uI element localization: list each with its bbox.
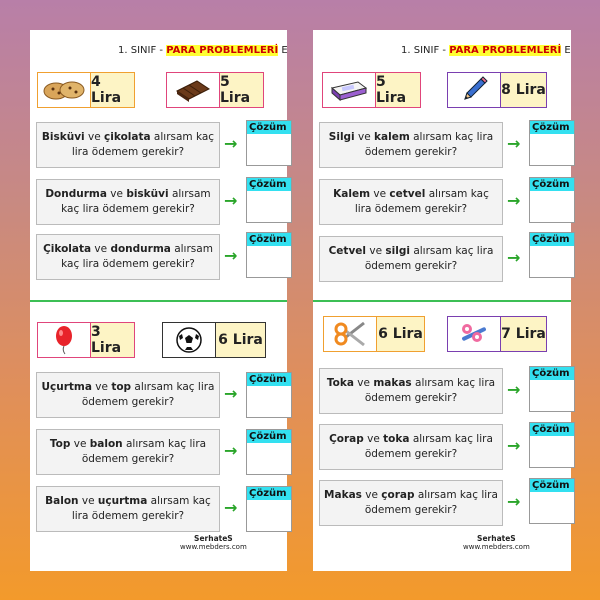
footer: SerhateS www.mebders.com: [463, 534, 530, 551]
balloon-icon: [38, 323, 91, 357]
price-label: 3 Lira: [91, 323, 134, 357]
question-box: Makas ve çorap alırsam kaç lira ödemem gerekir?: [319, 480, 503, 526]
section-divider: [30, 300, 287, 302]
question-box: Uçurtma ve top alırsam kaç lira ödemem gerekir?: [36, 372, 220, 418]
arrow-icon: →: [224, 441, 238, 460]
page-header: 1. SINIF - PARA PROBLEMLERİ E: [401, 45, 571, 56]
solution-box[interactable]: Çözüm: [246, 372, 292, 418]
section-divider: [313, 300, 571, 302]
price-card: [162, 322, 266, 358]
arrow-icon: →: [224, 246, 238, 265]
price-label: 5 Lira: [376, 73, 420, 107]
arrow-icon: →: [224, 498, 238, 517]
question-box: Toka ve makas alırsam kaç lira ödemem gerekir?: [319, 368, 503, 414]
solution-box[interactable]: Çözüm: [529, 232, 575, 278]
question-box: Çorap ve toka alırsam kaç lira ödemem gerekir?: [319, 424, 503, 470]
arrow-icon: →: [224, 191, 238, 210]
solution-box[interactable]: Çözüm: [529, 478, 575, 524]
header-highlight: PARA PROBLEMLERİ: [449, 45, 562, 56]
arrow-icon: →: [507, 134, 521, 153]
arrow-icon: →: [507, 492, 521, 511]
solution-box[interactable]: Çözüm: [246, 177, 292, 223]
header-highlight: PARA PROBLEMLERİ: [166, 45, 279, 56]
page-header: 1. SINIF - PARA PROBLEMLERİ E: [118, 45, 288, 56]
soccer-ball-icon: [163, 323, 216, 357]
scissors-icon: [324, 317, 377, 351]
price-card: [447, 316, 547, 352]
chocolate-icon: [167, 73, 220, 107]
solution-box[interactable]: Çözüm: [529, 120, 575, 166]
eraser-icon: [323, 73, 376, 107]
arrow-icon: →: [507, 191, 521, 210]
footer: SerhateS www.mebders.com: [180, 534, 247, 551]
solution-box[interactable]: Çözüm: [246, 429, 292, 475]
worksheet-page-left: [30, 30, 287, 571]
solution-box[interactable]: Çözüm: [529, 366, 575, 412]
price-label: 7 Lira: [501, 317, 546, 351]
price-label: 5 Lira: [220, 73, 263, 107]
arrow-icon: →: [507, 248, 521, 267]
solution-box[interactable]: Çözüm: [529, 422, 575, 468]
price-card: [323, 316, 425, 352]
price-card: [322, 72, 421, 108]
solution-box[interactable]: Çözüm: [246, 232, 292, 278]
question-box: Çikolata ve dondurma alırsam kaç lira ödemem gerekir?: [36, 234, 220, 280]
arrow-icon: →: [507, 380, 521, 399]
pencil-icon: [448, 73, 501, 107]
price-label: 6 Lira: [377, 317, 424, 351]
price-label: 8 Lira: [501, 73, 546, 107]
question-box: Bisküvi ve çikolata alırsam kaç lira ödemem gerekir?: [36, 122, 220, 168]
question-box: Top ve balon alırsam kaç lira ödemem gerekir?: [36, 429, 220, 475]
solution-box[interactable]: Çözüm: [246, 486, 292, 532]
arrow-icon: →: [507, 436, 521, 455]
hair-clip-icon: [448, 317, 501, 351]
solution-box[interactable]: Çözüm: [246, 120, 292, 166]
worksheet-page-right: [313, 30, 571, 571]
question-box: Balon ve uçurtma alırsam kaç lira ödemem gerekir?: [36, 486, 220, 532]
price-label: 4 Lira: [91, 73, 134, 107]
price-label: 6 Lira: [216, 323, 265, 357]
solution-box[interactable]: Çözüm: [529, 177, 575, 223]
arrow-icon: →: [224, 384, 238, 403]
question-box: Silgi ve kalem alırsam kaç lira ödemem gerekir?: [319, 122, 503, 168]
price-card: [37, 72, 135, 108]
price-card: [447, 72, 547, 108]
question-box: Dondurma ve bisküvi alırsam kaç lira ödemem gerekir?: [36, 179, 220, 225]
price-card: [166, 72, 264, 108]
arrow-icon: →: [224, 134, 238, 153]
question-box: Cetvel ve silgi alırsam kaç lira ödemem gerekir?: [319, 236, 503, 282]
cookie-icon: [38, 73, 91, 107]
question-box: Kalem ve cetvel alırsam kaç lira ödemem gerekir?: [319, 179, 503, 225]
price-card: [37, 322, 135, 358]
